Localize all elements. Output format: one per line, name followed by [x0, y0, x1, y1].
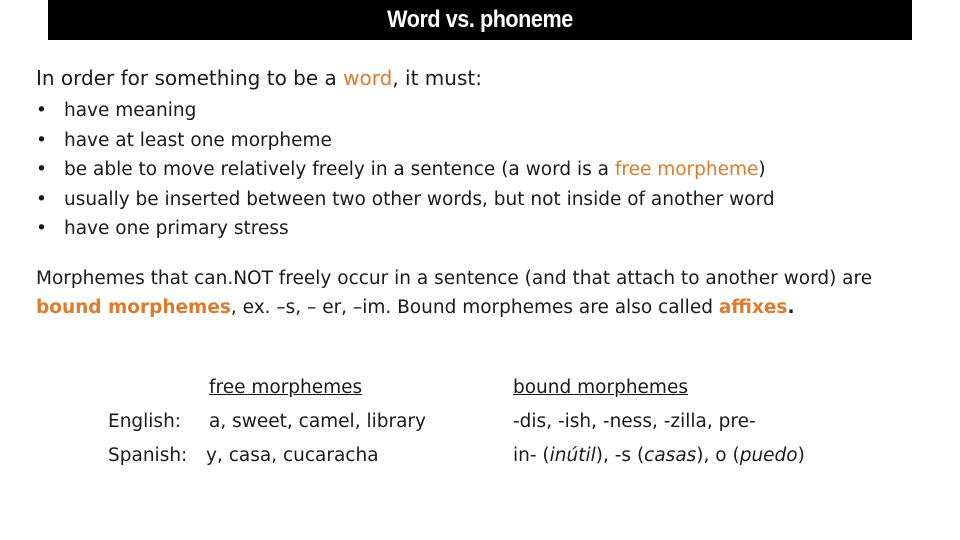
list-item — [36, 126, 775, 156]
list-item-text: have one primary stress — [64, 218, 289, 239]
affixes-highlight: affixes — [718, 297, 788, 318]
list-item-text: have at least one morpheme — [64, 129, 332, 151]
english-free-examples: a, sweet, camel, library — [209, 411, 426, 432]
bound-example-italic: puedo — [739, 445, 798, 466]
intro-before: In order for something to be a — [36, 66, 344, 90]
bound-morphemes-highlight: bound morphemes — [36, 297, 231, 318]
list-item-text: usually be inserted between two other words, but not inside of another word — [64, 188, 775, 210]
spanish-label: Spanish: — [108, 445, 188, 466]
bound-text: in- ( — [513, 445, 550, 466]
free-morphemes-header: free morphemes — [209, 377, 363, 398]
list-item — [36, 96, 775, 126]
bound-morpheme-paragraph — [36, 264, 936, 322]
paragraph-text: Morphemes that can.NOT freely occur in a sentence (and that attach to another word) are — [36, 268, 873, 289]
slide-title-bar — [48, 0, 912, 40]
bound-morphemes-column — [513, 371, 805, 473]
list-item — [36, 185, 775, 215]
intro-line — [36, 66, 482, 90]
slide-title: Word vs. phoneme — [387, 6, 573, 33]
english-bound-examples: -dis, -ish, -ness, -zilla, pre- — [513, 411, 756, 432]
criteria-list — [36, 96, 775, 244]
list-item-text: be able to move relatively freely in a sentence (a word is a — [64, 159, 615, 180]
list-item — [36, 214, 775, 244]
language-labels — [108, 405, 187, 473]
bound-example-italic: casas — [644, 445, 697, 466]
bound-text: ), -s ( — [595, 445, 645, 466]
english-label: English: — [108, 411, 182, 432]
intro-highlight-word: word — [343, 66, 393, 90]
paragraph-text: , ex. –s, – er, –im. Bound morphemes are also called — [230, 297, 719, 318]
free-morphemes-column — [206, 371, 426, 473]
bound-text: ), o ( — [696, 445, 740, 466]
spanish-free-examples: y, casa, cucaracha — [206, 445, 379, 466]
free-morpheme-highlight: free morpheme — [614, 159, 759, 180]
list-item-text: have meaning — [64, 100, 197, 121]
bound-example-italic: inútil — [549, 445, 596, 466]
bound-morphemes-header: bound morphemes — [513, 377, 688, 398]
list-item-text-after: ) — [758, 159, 766, 180]
intro-after: , it must: — [392, 66, 482, 90]
paragraph-period: . — [787, 297, 795, 318]
spanish-bound-examples — [513, 439, 805, 473]
list-item — [36, 155, 775, 185]
bound-text: ) — [797, 445, 805, 466]
